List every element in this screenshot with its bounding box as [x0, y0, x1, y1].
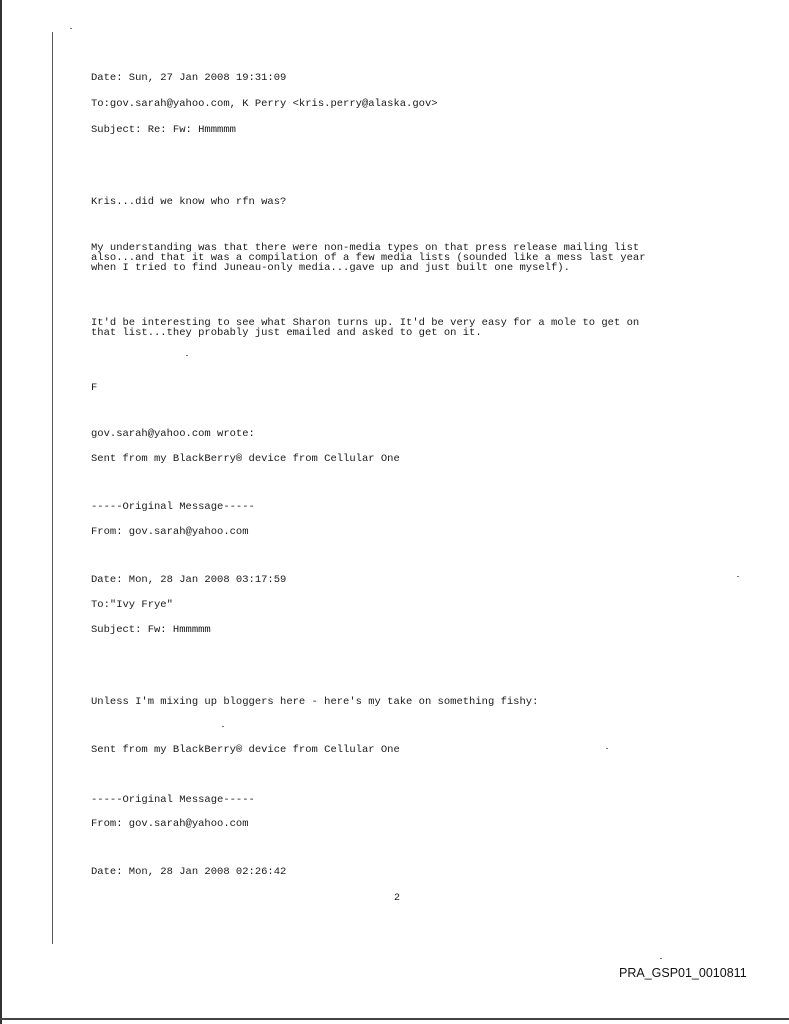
scan-speck [222, 726, 224, 727]
original-message-divider: -----Original Message----- [91, 501, 255, 513]
original-message-divider: -----Original Message----- [91, 794, 255, 806]
scan-speck [186, 355, 188, 356]
email-date: Date: Mon, 28 Jan 2008 02:26:42 [91, 866, 287, 878]
device-signature: Sent from my BlackBerry® device from Cellular One [91, 453, 400, 465]
scan-edge-bottom [0, 1018, 789, 1020]
body-paragraph: It'd be interesting to see what Sharon turns up. It'd be very easy for a mole to get on that list...they probably just emailed and asked to get on it. [91, 317, 640, 339]
body-paragraph: My understanding was that there were non-media types on that press release mailing list also...and that it was a compilation of a few media lists (sounded like a mess last year when I tried to find Juneau-only media...gave up and just built one myself). [91, 242, 646, 274]
device-signature: Sent from my BlackBerry® device from Cellular One [91, 744, 400, 756]
email-from: From: gov.sarah@yahoo.com [91, 818, 249, 830]
scan-margin-line [52, 32, 53, 944]
email-to: To:gov.sarah@yahoo.com, K Perry <kris.perry@alaska.gov> [91, 98, 438, 110]
body-line: Unless I'm mixing up bloggers here - here's my take on something fishy: [91, 696, 539, 708]
bates-number: PRA_GSP01_0010811 [619, 966, 747, 980]
email-date: Date: Mon, 28 Jan 2008 03:17:59 [91, 574, 287, 586]
email-to: To:"Ivy Frye" [91, 599, 173, 611]
scan-speck [606, 748, 608, 749]
email-date: Date: Sun, 27 Jan 2008 19:31:09 [91, 72, 287, 84]
body-line: Kris...did we know who rfn was? [91, 196, 287, 208]
scan-speck [660, 958, 662, 959]
email-from: From: gov.sarah@yahoo.com [91, 526, 249, 538]
scan-edge-left [0, 0, 2, 1024]
email-subject: Subject: Re: Fw: Hmmmmm [91, 124, 236, 136]
scan-speck [70, 28, 72, 29]
signature: F [91, 382, 98, 394]
quote-attribution: gov.sarah@yahoo.com wrote: [91, 428, 255, 440]
page-number: 2 [394, 893, 401, 904]
email-subject: Subject: Fw: Hmmmmm [91, 624, 211, 636]
scan-speck [737, 576, 739, 577]
